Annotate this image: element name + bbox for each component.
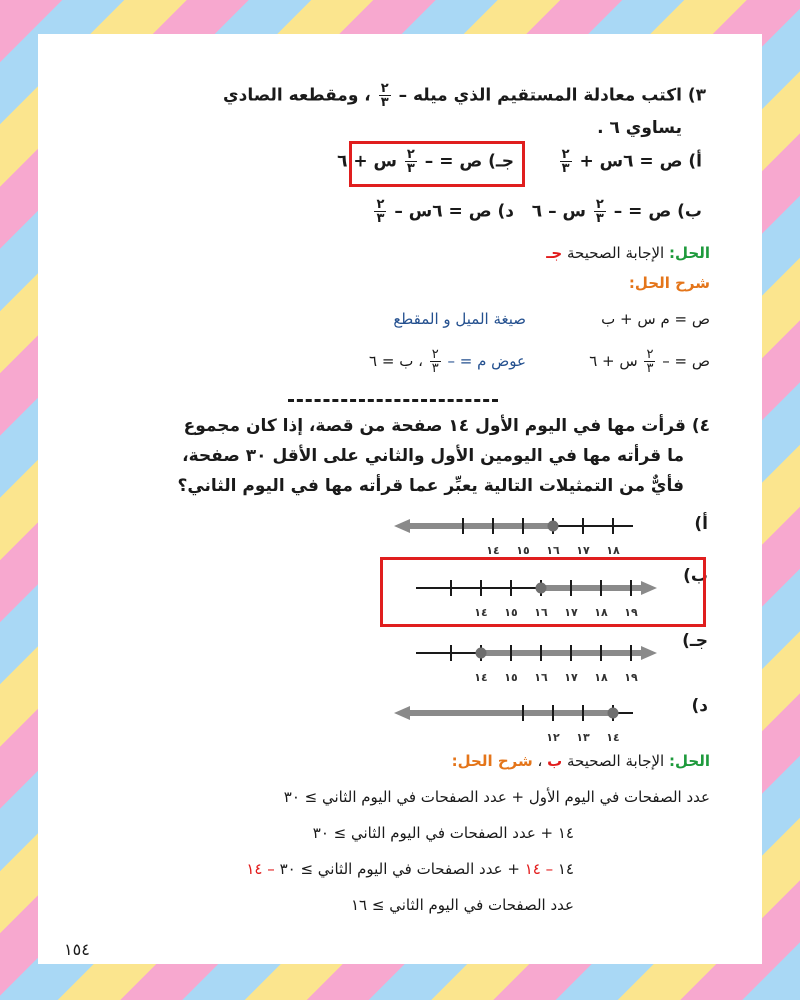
number-line-d	[388, 699, 638, 744]
tick-label: ١٨	[594, 606, 608, 619]
tick-label: ١٩	[624, 671, 638, 684]
tick-label: ١٦	[534, 671, 548, 684]
q3-option-a: أ) ص = ٦س + $\frac{٢}{٣}$	[561, 147, 702, 176]
tick-label: ١٥	[504, 606, 518, 619]
endpoint-dot	[548, 521, 558, 531]
endpoint-dot	[608, 708, 618, 718]
tick-label: ١٧	[576, 544, 590, 557]
arrow-left-icon	[394, 519, 410, 533]
sol4-step1: عدد الصفحات في اليوم الأول + عدد الصفحات في اليوم الثاني ≥ ٣٠	[283, 788, 710, 806]
tick-label: ١٨	[594, 671, 608, 684]
tick-label: ١٣	[576, 731, 590, 744]
endpoint-dot	[536, 583, 546, 593]
tick-label: ١٧	[564, 671, 578, 684]
arrow-right-icon	[641, 646, 657, 660]
q3-option-d: د) ص = ٦س – $\frac{٢}{٣}$	[376, 197, 514, 226]
tick-label: ١٤	[486, 544, 500, 557]
tick-label: ١٩	[624, 606, 638, 619]
q4-option-b-letter: ب)	[683, 566, 708, 586]
shaded-ray	[541, 585, 645, 591]
sol3-answer: الحل: الإجابة الصحيحة جـ	[546, 244, 710, 262]
sol3-eq2: ص = – $\frac{٢}{٣}$ س + ٦	[589, 347, 710, 376]
q3-option-b: ب) ص = – $\frac{٢}{٣}$ س – ٦	[531, 197, 702, 226]
worksheet-page	[38, 34, 762, 964]
number-line-b	[406, 574, 656, 619]
sol3-eq1: ص = م س + ب	[601, 310, 710, 328]
tick-label: ١٧	[564, 606, 578, 619]
q3-option-c: جـ) ص = – $\frac{٢}{٣}$ س + ٦	[337, 147, 514, 176]
page-number: ١٥٤	[64, 940, 90, 959]
shaded-ray	[404, 523, 553, 529]
tick-label: ١٥	[516, 544, 530, 557]
sol4-step4: عدد الصفحات في اليوم الثاني ≥ ١٦	[351, 896, 574, 914]
tick-label: ١٢	[546, 731, 560, 744]
q3-text-b: ، ومقطعه الصادي	[223, 85, 371, 106]
shaded-ray	[481, 650, 645, 656]
tick-label: ١٦	[546, 544, 560, 557]
q3-slope-fraction: $\frac{٢}{٣}$	[380, 81, 389, 110]
sol3-eq1-note: صيغة الميل و المقطع	[393, 310, 526, 328]
shaded-ray	[404, 710, 613, 716]
arrow-right-icon	[641, 581, 657, 595]
tick-label: ١٨	[606, 544, 620, 557]
sol4-step2: ١٤ + عدد الصفحات في اليوم الثاني ≥ ٣٠	[312, 824, 574, 842]
q4-option-c-letter: جـ)	[682, 631, 708, 651]
q4-option-a-letter: أ)	[694, 514, 708, 534]
sol4-answer: الحل: الإجابة الصحيحة ب ، شرح الحل:	[451, 752, 710, 770]
q4-line3: فأيٌّ من التمثيلات التالية يعبِّر عما قرأته مها في اليوم الثاني؟	[177, 476, 684, 496]
q3-line1	[223, 82, 706, 109]
q4-line2: ما قرأته مها في اليومين الأول والثاني على الأقل ٣٠ صفحة،	[182, 446, 684, 466]
q3-number: ٣)	[687, 85, 706, 106]
tick-label: ١٤	[474, 606, 488, 619]
separator-dashed	[288, 399, 498, 402]
sol3-eq2-note: عوض م = – $\frac{٢}{٣}$ ، ب = ٦	[369, 347, 526, 376]
tick-label: ١٤	[606, 731, 620, 744]
sol3-explain-label: شرح الحل:	[628, 274, 710, 292]
tick-label: ١٦	[534, 606, 548, 619]
number-line-a	[388, 512, 638, 557]
endpoint-dot	[476, 648, 486, 658]
tick-label: ١٥	[504, 671, 518, 684]
q3-line2: يساوي ٦ .	[597, 118, 682, 138]
q4-line1: ٤) قرأت مها في اليوم الأول ١٤ صفحة من قصة، إذا كان مجموع	[183, 416, 710, 436]
number-line-c	[406, 639, 656, 684]
tick-label: ١٤	[474, 671, 488, 684]
arrow-left-icon	[394, 706, 410, 720]
q3-text-a: اكتب معادلة المستقيم الذي ميله –	[398, 85, 682, 106]
sol4-step3: ١٤ – ١٤ + عدد الصفحات في اليوم الثاني ≥ ٣٠ – ١٤	[246, 860, 574, 878]
q4-option-d-letter: د)	[691, 696, 708, 716]
